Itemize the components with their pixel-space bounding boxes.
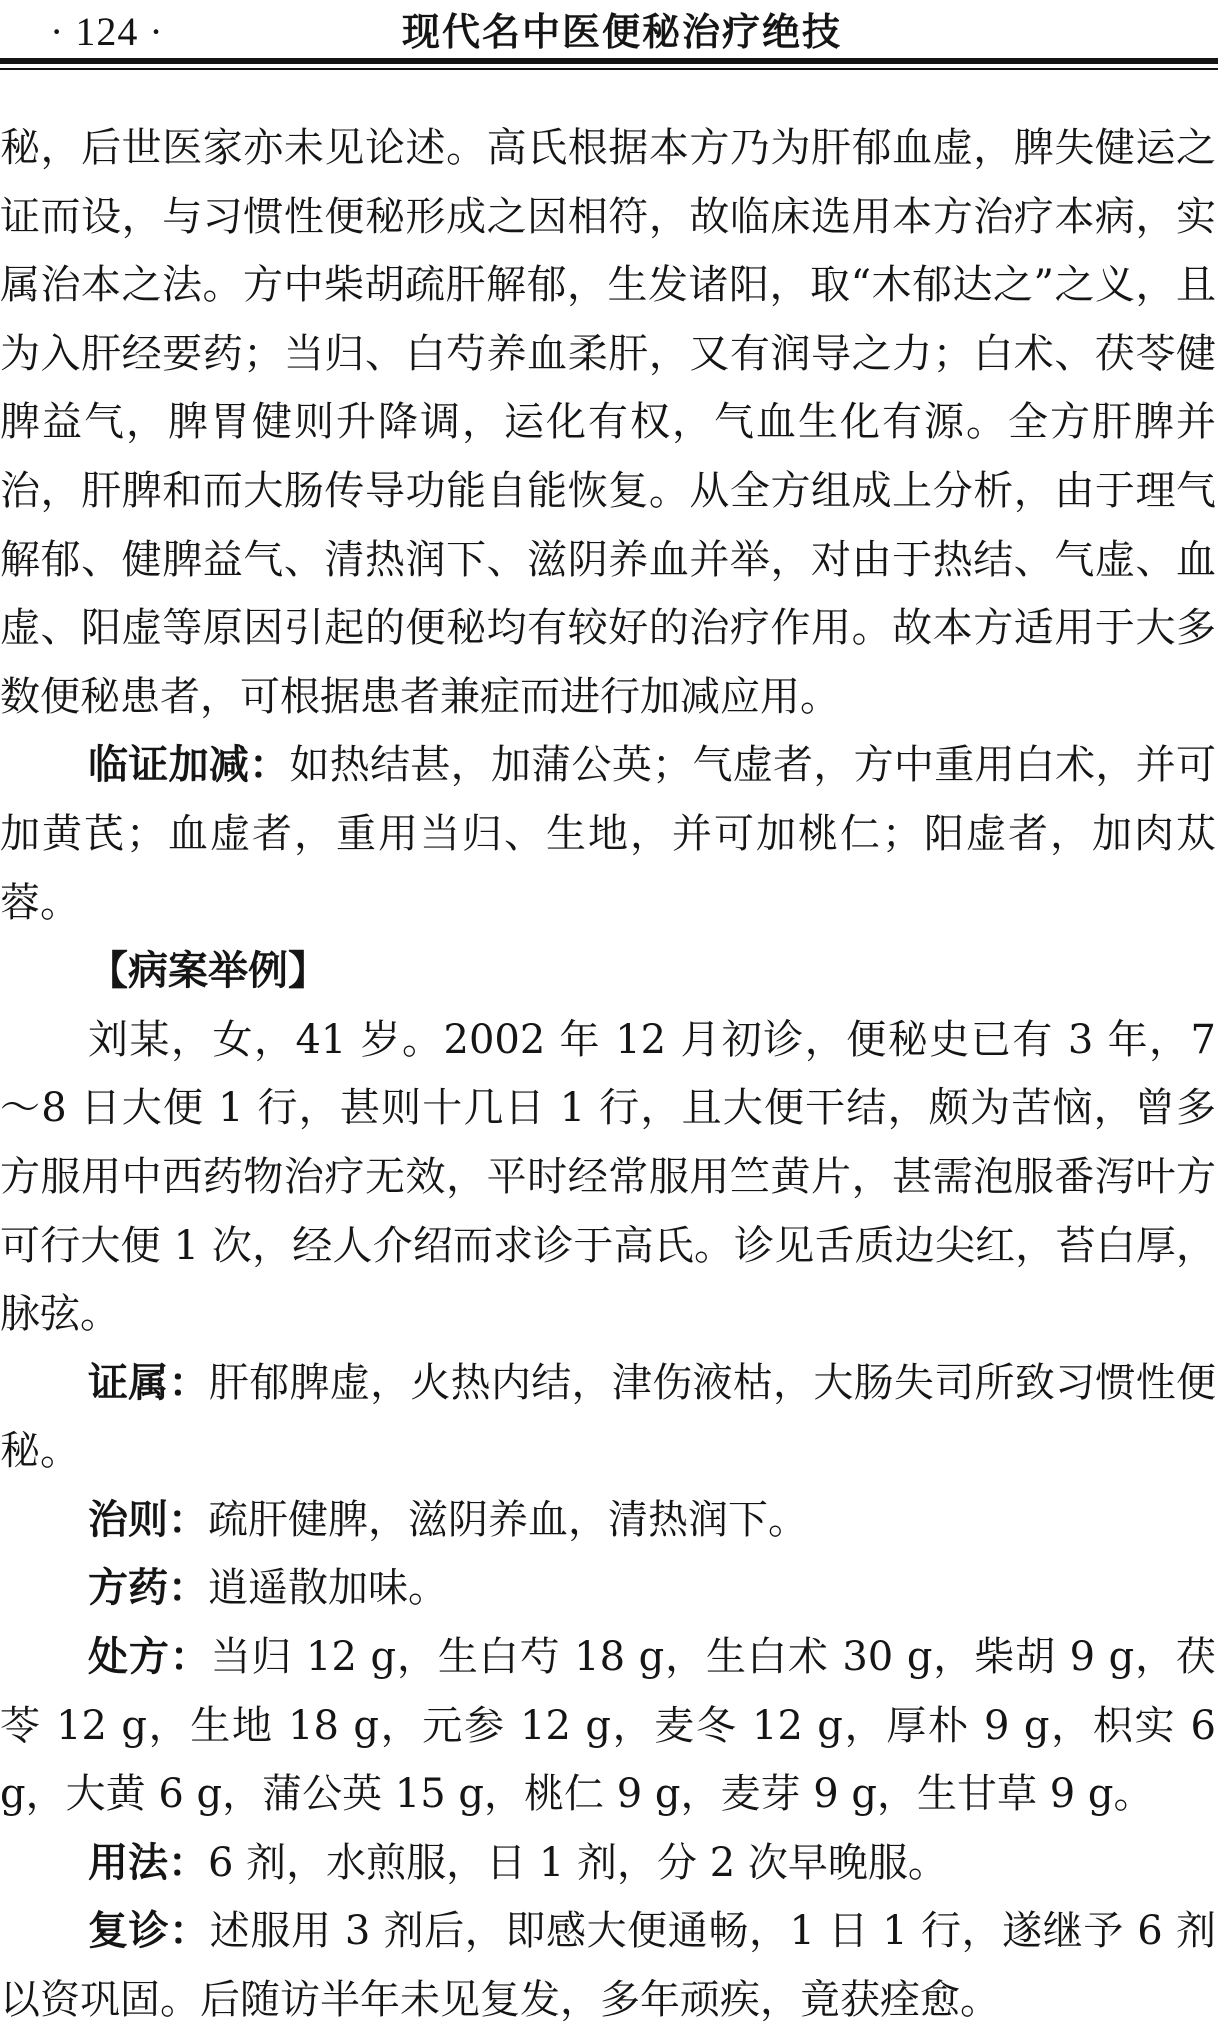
paragraph-analysis: 秘，后世医家亦未见论述。高氏根据本方乃为肝郁血虚，脾失健运之证而设，与习惯性便秘形成之因相符，故临床选用本方治疗本病，实属治本之法。方中柴胡疏肝解郁，生发诸阳，取“木郁达之”之义，且为入肝经要药；当归、白芍养血柔肝，又有润导之力；白术、茯苓健脾益气，脾胃健则升降调，运化有权，气血生化有源。全方肝脾并治，肝脾和而大肠传导功能自能恢复。从全方组成上分析，由于理气解郁、健脾益气、清热润下、滋阴养血并举，对由于热结、气虚、血虚、阳虚等原因引起的便秘均有较好的治疗作用。故本方适用于大多数便秘患者，可根据患者兼症而进行加减应用。 [0, 125, 1216, 720]
label-usage: 用法： [88, 1839, 208, 1886]
label-modifications: 临证加减： [88, 742, 290, 789]
paragraph-formula [0, 1554, 1216, 1623]
body-text [0, 114, 1216, 2035]
header-rule-thin [0, 68, 1218, 70]
paragraph-diagnosis [0, 1349, 1216, 1486]
text-principle: 疏肝健脾，滋阴养血，清热润下。 [208, 1496, 808, 1543]
paragraph-prescription [0, 1623, 1216, 1829]
page-header [0, 0, 1232, 78]
paragraph-modifications [0, 731, 1216, 937]
text-modifications: 如热结甚，加蒲公英；气虚者，方中重用白术，并可加黄芪；血虚者，重用当归、生地，并可加桃仁；阳虚者，加肉苁蓉。 [0, 742, 1217, 926]
paragraph-followup [0, 1897, 1216, 2034]
label-principle: 治则： [88, 1496, 208, 1543]
section-heading-case [0, 937, 1216, 1006]
label-diagnosis: 证属： [88, 1359, 209, 1406]
label-formula: 方药： [88, 1565, 208, 1612]
label-followup: 复诊： [88, 1908, 210, 1955]
label-prescription: 处方： [88, 1634, 211, 1681]
page-number: · 124 · [50, 9, 164, 54]
text-followup: 述服用 3 剂后，即感大便通畅，1 日 1 行，遂继予 6 剂以资巩固。后随访半年未见复发，多年顽疾，竟获痊愈。 [0, 1908, 1216, 2024]
text-diagnosis: 肝郁脾虚，火热内结，津伤液枯，大肠失司所致习惯性便秘。 [0, 1359, 1217, 1475]
text-formula: 逍遥散加味。 [208, 1565, 448, 1612]
paragraph-usage [0, 1829, 1216, 1898]
paragraph-case: 刘某，女，41 岁。2002 年 12 月初诊，便秘史已有 3 年，7～8 日大便 1 行，甚则十几日 1 行，且大便干结，颇为苦恼，曾多方服用中西药物治疗无效，平时经常服用竺黄片，甚需泡服番泻叶方可行大便 1 次，经人介绍而求诊于高氏。诊见舌质边尖红，苔白厚，脉弦。 [0, 1016, 1216, 1338]
header-rule-thick [0, 58, 1218, 64]
heading-case-example: 【病案举例】 [88, 948, 328, 995]
text-usage: 6 剂，水煎服，日 1 剂，分 2 次早晚服。 [208, 1839, 948, 1886]
text-prescription: 当归 12 g，生白芍 18 g，生白术 30 g，柴胡 9 g，茯苓 12 g，生地 18 g，元参 12 g，麦冬 12 g，厚朴 9 g，枳实 6 g，大黄 6 g，蒲公英 15 g，桃仁 9 g，麦芽 9 g，生甘草 9 g。 [0, 1634, 1217, 1818]
paragraph-principle [0, 1486, 1216, 1555]
running-title: 现代名中医便秘治疗绝技 [402, 10, 843, 54]
